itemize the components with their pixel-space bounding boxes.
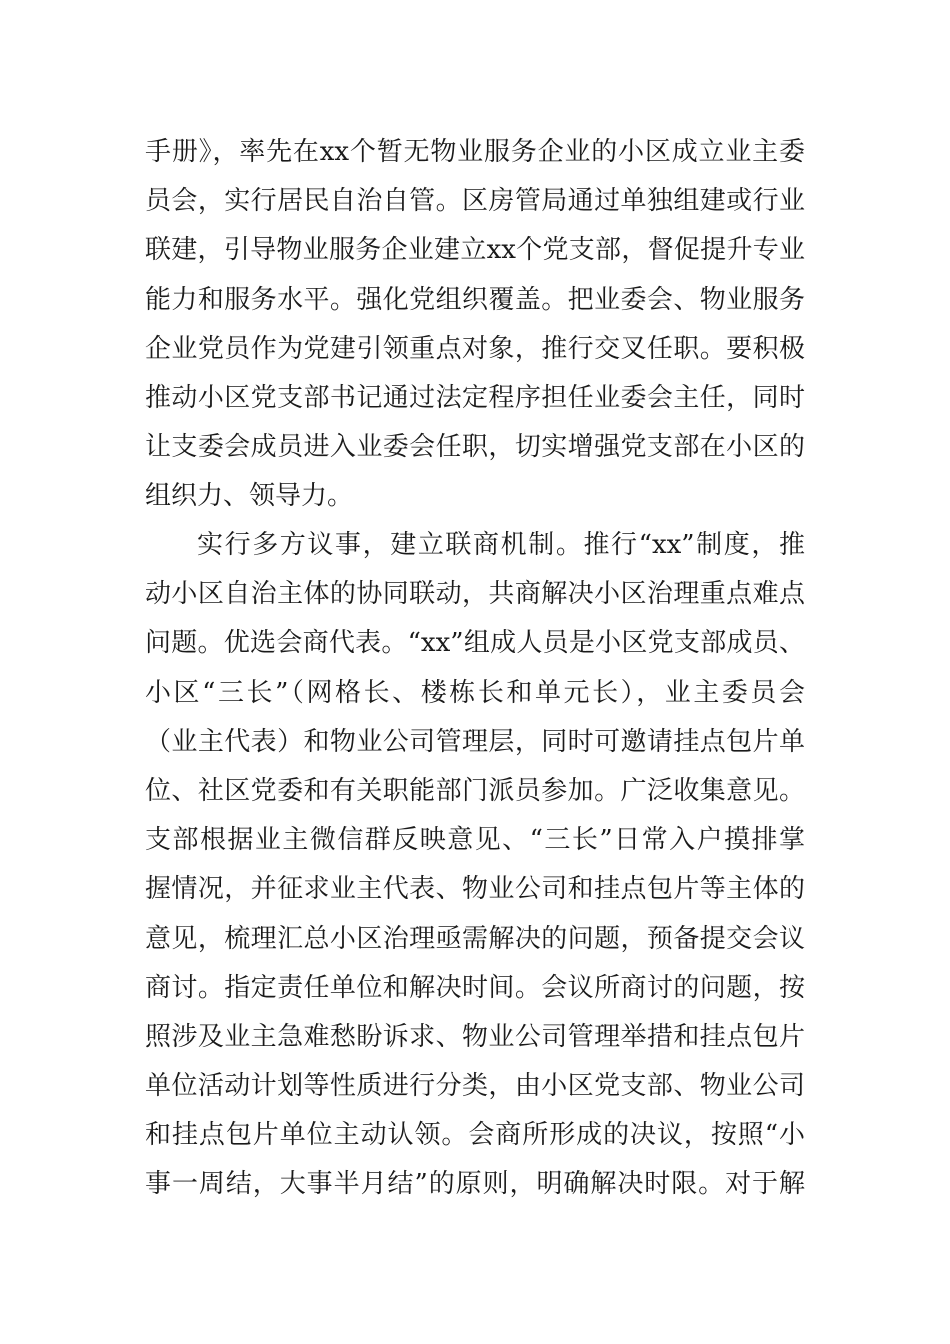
paragraph-line: 企业党员作为党建引领重点对象，推行交叉任职。要积极 bbox=[145, 333, 805, 364]
paragraph-line: 员会，实行居民自治自管。区房管局通过单独组建或行业 bbox=[145, 186, 805, 217]
paragraph-line: 位、社区党委和有关职能部门派员参加。广泛收集意见。 bbox=[145, 775, 805, 806]
paragraph-line: 动小区自治主体的协同联动，共商解决小区治理重点难点 bbox=[145, 579, 805, 610]
paragraph-line: 问题。优选会商代表。“xx”组成人员是小区党支部成员、 bbox=[145, 628, 805, 659]
paragraph-2 bbox=[145, 521, 805, 1210]
paragraph-line: 支部根据业主微信群反映意见、“三长”日常入户摸排掌 bbox=[145, 825, 805, 856]
paragraph-1 bbox=[145, 128, 805, 522]
paragraph-line: 推动小区党支部书记通过法定程序担任业委会主任，同时 bbox=[145, 382, 805, 413]
paragraph-line: 意见，梳理汇总小区治理亟需解决的问题，预备提交会议 bbox=[145, 923, 805, 954]
paragraph-line: 手册》，率先在xx个暂无物业服务企业的小区成立业主委 bbox=[145, 137, 805, 167]
paragraph-line: 单位活动计划等性质进行分类，由小区党支部、物业公司 bbox=[145, 1071, 805, 1102]
paragraph-line: 握情况，并征求业主代表、物业公司和挂点包片等主体的 bbox=[145, 874, 805, 905]
paragraph-line: 实行多方议事，建立联商机制。推行“xx”制度，推 bbox=[197, 530, 805, 560]
paragraph-line: 小区“三长”（网格长、楼栋长和单元长），业主委员会 bbox=[145, 677, 805, 708]
paragraph-line: （业主代表）和物业公司管理层，同时可邀请挂点包片单 bbox=[145, 726, 805, 757]
paragraph-line: 让支委会成员进入业委会任职，切实增强党支部在小区的 bbox=[145, 432, 805, 463]
paragraph-line: 能力和服务水平。强化党组织覆盖。把业委会、物业服务 bbox=[145, 284, 805, 315]
paragraph-line: 联建，引导物业服务企业建立xx个党支部，督促提升专业 bbox=[145, 235, 805, 266]
paragraph-line: 和挂点包片单位主动认领。会商所形成的决议，按照“小 bbox=[145, 1120, 805, 1151]
paragraph-line: 照涉及业主急难愁盼诉求、物业公司管理举措和挂点包片 bbox=[145, 1021, 805, 1052]
paragraph-line: 事一周结，大事半月结”的原则，明确解决时限。对于解 bbox=[145, 1169, 805, 1200]
paragraph-line: 商讨。指定责任单位和解决时间。会议所商讨的问题，按 bbox=[145, 972, 805, 1003]
paragraph-line: 组织力、领导力。 bbox=[145, 481, 354, 512]
